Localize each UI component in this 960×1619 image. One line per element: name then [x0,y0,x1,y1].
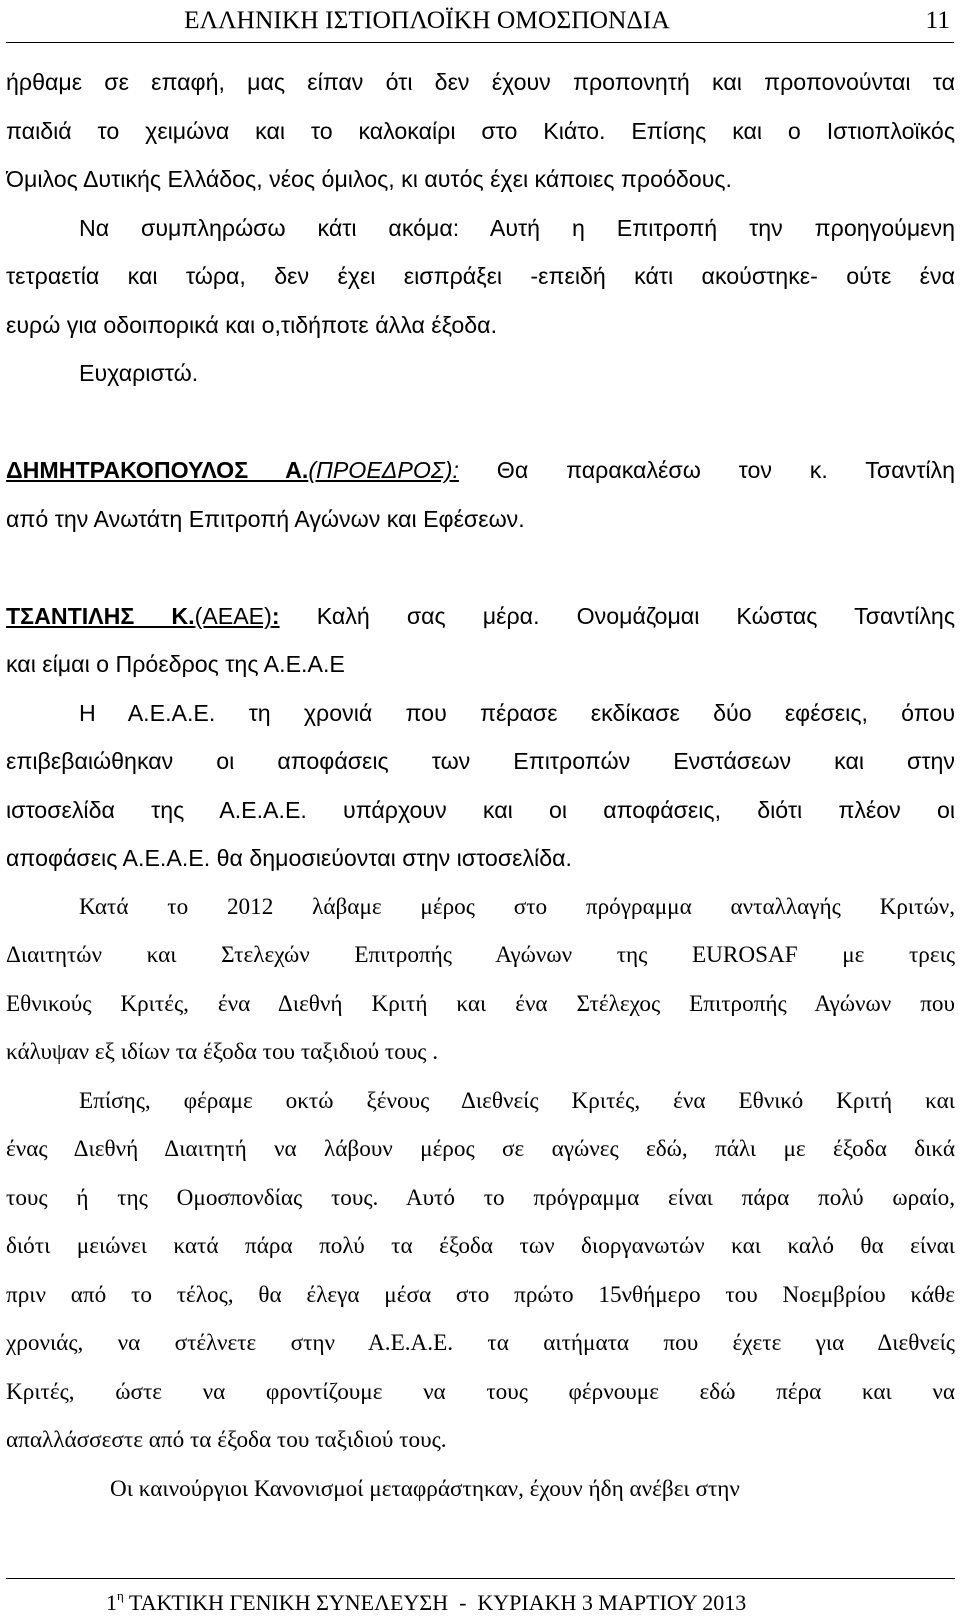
speaker-name: ΤΣΑΝΤΙΛΗΣ Κ. [6,602,195,629]
header-rule [6,42,954,43]
text-line: Εθνικούς Κριτές, ένα Διεθνή Κριτή και ένα Στέλεχος Επιτροπής Αγώνων που [6,990,955,1017]
footer-ordinal: 1 [106,1590,117,1615]
paragraph-foreign-judges [6,1077,955,1465]
speaker-name: ΔΗΜΗΤΡΑΚΟΠΟΥΛΟΣ Α. [6,457,309,483]
text-line: Η Α.Ε.Α.Ε. τη χρονιά που πέρασε εκδίκασε δύο εφέσεις, όπου [79,699,955,726]
footer-text [106,1588,746,1618]
paragraph-regulations [6,1465,955,1514]
text-line: χρονιάς, να στέλνετε στην Α.Ε.Α.Ε. τα αιτήματα που έχετε για Διεθνείς [6,1330,955,1356]
paragraph-gap [6,398,955,447]
speech-text: Καλή σας μέρα. Ονομάζομαι Κώστας Τσαντίλης [316,602,955,629]
paragraph-continuation [6,58,955,204]
paragraph-committee-expenses [6,204,955,398]
footer-rule [6,1578,955,1579]
text-line: Διαιτητών και Στελεχών Επιτροπής Αγώνων της EUROSAF με τρεις [6,942,955,968]
text-line: αποφάσεις Α.Ε.Α.Ε. θα δημοσιεύονται στην ιστοσελίδα. [6,845,572,871]
text-line: Ευχαριστώ. [79,360,199,386]
footer-title: ΤΑΚΤΙΚΗ ΓΕΝΙΚΗ ΣΥΝΕΛΕΥΣΗ - ΚΥΡΙΑΚΗ 3 ΜΑΡΤΙΟΥ 2013 [123,1590,747,1615]
paragraph-appeals [6,689,955,883]
text-line [6,446,955,495]
page-header [6,0,954,44]
page-footer [6,1566,955,1619]
text-line: Επίσης, φέραμε οκτώ ξένους Διεθνείς Κριτές, ένα Εθνικό Κριτή και [79,1087,955,1114]
text-line: διότι μειώνει κατά πάρα πολύ τα έξοδα των διοργανωτών και καλό θα είναι [6,1233,955,1259]
speaker-colon: : [271,602,280,629]
text-line: τους ή της Ομοσπονδίας τους. Αυτό το πρόγραμμα είναι πάρα πολύ ωραίο, [6,1184,955,1211]
speaker-block-tsantilis [6,592,955,689]
text-line: κάλυψαν εξ ιδίων τα έξοδα του ταξιδιού τους . [6,1039,439,1065]
text-line [6,592,955,641]
page-number: 11 [925,5,950,34]
text-line: Όμιλος Δυτικής Ελλάδος, νέος όμιλος, κι αυτός έχει κάποιες προόδους. [6,166,733,192]
speaker-role: (ΑΕΑΕ) [194,602,272,629]
speaker-block-president [6,446,955,543]
text-line: ιστοσελίδα της Α.Ε.Α.Ε. υπάρχουν και οι αποφάσεις, διότι πλέον οι [6,796,955,823]
text-line: ήρθαμε σε επαφή, μας είπαν ότι δεν έχουν προπονητή και προπονούνται τα [6,69,955,95]
text-line: επιβεβαιώθηκαν οι αποφάσεις των Επιτροπών Ενστάσεων και στην [6,748,955,774]
text-line: ευρώ για οδοιπορικά και ο,τιδήποτε άλλα έξοδα. [6,311,498,338]
document-body [6,58,955,1513]
text-line: Οι καινούργιοι Κανονισμοί μεταφράστηκαν, έχουν ήδη ανέβει στην [110,1475,740,1502]
text-line: πριν από το τέλος, θα έλεγα μέσα στο πρώτο 15νθήμερο του Νοεμβρίου κάθε [6,1281,955,1308]
paragraph-gap [6,543,955,592]
text-line: τετραετία και τώρα, δεν έχει εισπράξει -επειδή κάτι ακούστηκε- ούτε ένα [6,263,955,289]
text-line: ένας Διεθνή Διαιτητή να λάβουν μέρος σε αγώνες εδώ, πάλι με έξοδα δικά [6,1136,955,1162]
footer-ordinal-sup: η [117,1588,124,1603]
speech-text: Θα παρακαλέσω τον κ. Τσαντίλη [496,457,955,483]
speaker-role: (ΠΡΟΕΔΡΟΣ): [308,457,459,483]
text-line: από την Ανωτάτη Επιτροπή Αγώνων και Εφέσεων. [6,505,525,532]
text-line: απαλλάσσεστε από τα έξοδα του ταξιδιού τους. [6,1427,447,1453]
text-line: Να συμπληρώσω κάτι ακόμα: Αυτή η Επιτροπή την προηγούμενη [79,214,955,241]
paragraph-eurosaf [6,883,955,1077]
text-line: Κατά το 2012 λάβαμε μέρος στο πρόγραμμα ανταλλαγής Κριτών, [79,893,955,920]
text-line: Κριτές, ώστε να φροντίζουμε να τους φέρνουμε εδώ πέρα και να [6,1378,955,1405]
text-line: παιδιά το χειμώνα και το καλοκαίρι στο Κιάτο. Επίσης και ο Ιστιοπλοϊκός [6,117,955,144]
text-line: και είμαι ο Πρόεδρος της Α.Ε.Α.Ε [6,651,345,677]
header-title: ΕΛΛΗΝΙΚΗ ΙΣΤΙΟΠΛΟΪΚΗ ΟΜΟΣΠΟΝΔΙΑ [184,5,670,34]
